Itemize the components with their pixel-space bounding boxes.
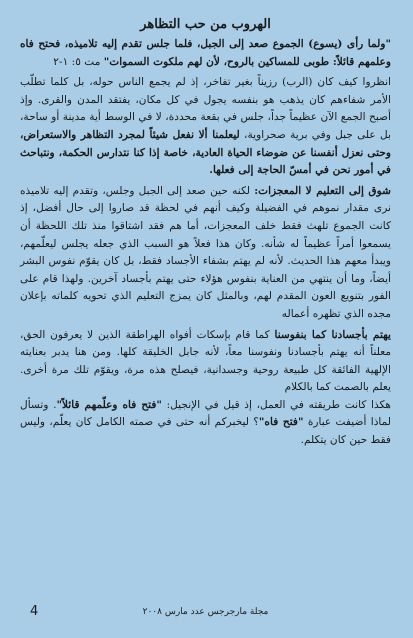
intro-reference: مت ٥: ١-٢	[53, 55, 104, 68]
paragraph-2	[20, 183, 391, 324]
article-title: الهروب من حب التظاهر	[140, 17, 271, 32]
paragraph-1-emphasis: ليعلمنا ألا نفعل شيئاً لمجرد التظاهر والاستعراض، وحتى نعزل أنفسنا عن ضوضاء الحياة العادية، خاصة إذا كنا نتدارس الحكمة، ونتباحث في أمور نحن في أمسّ الحاجة إلى فعلها.	[20, 128, 391, 177]
paragraph-4-quote-1: "فتح فاه وعلّمهم قائلاً"	[56, 398, 162, 411]
paragraph-4-text-a: هكذا كانت طريقته في العمل، إذ قيل في الإنجيل:	[161, 398, 391, 411]
paragraph-1	[20, 74, 391, 180]
intro-verse	[20, 36, 391, 71]
section-heading-body-soul: يهتم بأجسادنا كما بنفوسنا	[274, 328, 391, 341]
paragraph-3-text: كما قام بإسكات أفواه الهراطقة الذين لا يعرفون الحق، معلناً أنه يهتم بأجسادنا ونفوسنا معاً، لأنه جابل الخليقة كلها. ومن هنا يدبر بعنايته الإلهية الفائقة كل طبيعة روحية وجسدانية، فيصلح هذه مرة، ويقوّم تلك مرة أخرى. يعلم بالصمت كما بالكلام	[20, 328, 391, 394]
intro-quote: "ولما رأى (يسوع) الجموع صعد إلى الجبل، فلما جلس تقدم إليه تلاميذه، فحتح فاه وعلمهم قائلاً: طوبى للمساكين بالروح، لأن لهم ملكوت السموات"	[20, 38, 391, 68]
section-heading-teaching: شوق إلى التعليم لا المعجزات:	[254, 184, 391, 197]
footer-note: مجلة مارجرجس عدد مارس ٢٠٠٨	[142, 607, 269, 617]
paragraph-4	[20, 397, 391, 450]
paragraph-1-text: انظروا كيف كان (الرب) رزيناً بغير تفاخر، إذ لم يجمع الناس حوله، بل كلما تطلّب الأمر شفاءهم كان يذهب هو بنفسه يجول في كل مكان، يفتقد المدن والقرى. وإذ أصبح الجمع الآن عظيماً جداً، جلس في بقعة محددة، لا في الوسط أية مدينة أو ساحة، بل على جبل وفي برية صحراوية،	[20, 76, 391, 141]
paragraph-2-text: لكنه حين صعد إلى الجبل وجلس، وتقدم إليه تلاميذه نرى مقدار نموهم في الفضيلة وكيف أنهم في لحظة قد صاروا إلى حال أفضل، إذ كانت الجموع تلهث فقط خلف المعجزات، أما هم فقد اشتاقوا منذ تلك اللحظة أن يسمعوا أمراً عظيماً له شأنه. وكان هذا فعلاً هو السبب الذي جعله يجلس ليعلّمهم، ويبدأ معهم هذا الحديث. لأنه لم يهتم بشفاء الأجساد فقط، بل كان يقوّم نفوس البشر أيضاً، وما أن ينتهي من العناية بنفوس هؤلاء حتى يهتم بأجساد آخرين. ولهذا قام على الفور بتنويع العون المقدم لهم، وبالمثل كان يمزج التعليم الذي تحويه كلماته بإعلان مجده الذي تظهره أعماله	[20, 184, 391, 320]
paragraph-4-text-c: ؟ ليخبركم أنه حتى في صمته الكامل كان يعلّم، وليس فقط حين كان يتكلم.	[20, 416, 391, 447]
paragraph-3	[20, 327, 391, 397]
page-number: 4	[30, 604, 39, 619]
page-footer	[20, 604, 391, 624]
paragraph-4-quote-2: "فتح فاه"	[258, 416, 304, 429]
paragraph-4-text-b: . وتسأل لماذا أضيفت عبارة	[20, 398, 391, 429]
